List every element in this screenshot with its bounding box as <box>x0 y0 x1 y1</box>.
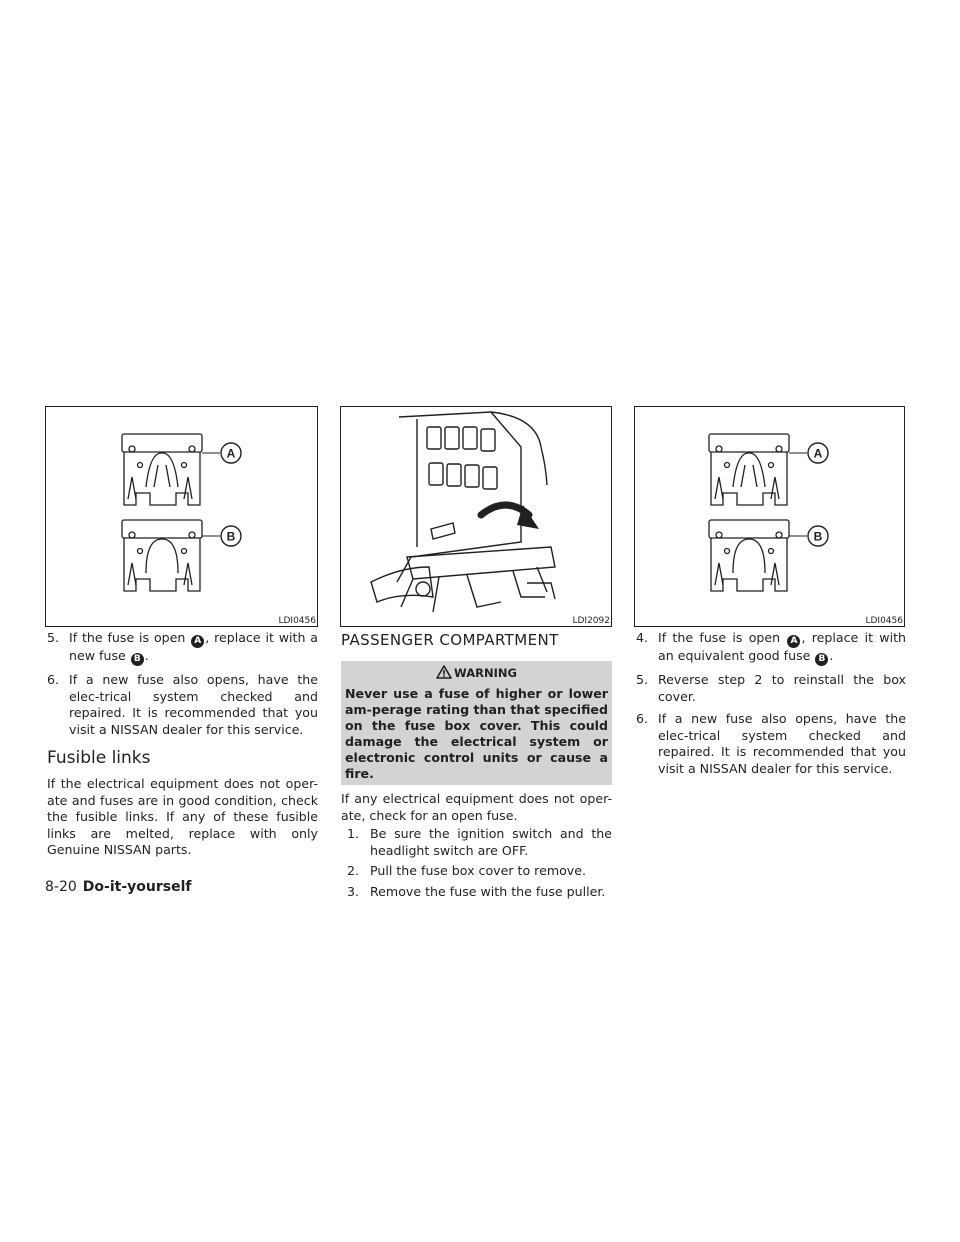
item-text: , replace it with an equivalent good fuse <box>658 630 907 663</box>
item-text: If a new fuse also opens, have the elec-trical system checked and repaired. It is recommended that you visit a NISSAN dealer for this service. <box>69 672 318 737</box>
paragraph: If any electrical equipment does not oper-ate, check for an open fuse. <box>341 791 612 823</box>
list-number: 4. <box>636 630 649 645</box>
callout-a-label: A <box>226 446 236 461</box>
callout-b-label: B <box>226 529 236 544</box>
page-number: 8-20 <box>45 879 77 895</box>
list-number: 3. <box>347 883 360 899</box>
list-item <box>347 863 612 880</box>
column-right <box>636 630 906 783</box>
warning-header <box>345 664 608 682</box>
section-title: PASSENGER COMPARTMENT <box>341 631 559 649</box>
item-text: Remove the fuse with the fuse puller. <box>370 883 606 899</box>
warning-icon <box>436 665 452 679</box>
item-text: , replace it with a new fuse <box>69 630 318 663</box>
warning-label: WARNING <box>454 666 517 680</box>
list-item <box>347 826 612 859</box>
warning-box <box>341 661 612 785</box>
fuse-box-cover-illustration <box>341 407 611 626</box>
list-number: 6. <box>47 672 60 687</box>
page-footer <box>45 878 191 896</box>
section-heading: Fusible links <box>47 748 151 768</box>
fuse-illustration <box>635 407 904 626</box>
fuse-good-illustration <box>122 520 202 591</box>
item-text: . <box>144 648 149 663</box>
column-left <box>47 630 318 859</box>
list-item <box>47 630 318 666</box>
figure-fuse-diagram-right <box>634 406 905 627</box>
item-text: If the fuse is open <box>69 630 186 645</box>
fuse-open-illustration <box>122 434 202 505</box>
figure-fuse-diagram-left <box>45 406 318 627</box>
figure-fuse-box-cover <box>340 406 612 627</box>
callout-a-icon: A <box>191 635 204 648</box>
chapter-title: Do-it-yourself <box>82 879 192 895</box>
callout-b-icon: B <box>815 653 828 666</box>
list-number: 6. <box>636 711 649 726</box>
item-text: Pull the fuse box cover to remove. <box>370 863 587 878</box>
list-item <box>636 711 906 777</box>
item-text: . <box>829 648 834 663</box>
warning-text: Never use a fuse of higher or lower am-perage rating than that specified on the fuse box cover. This could damage the electrical system or electronic control units or cause a fire. <box>345 686 608 781</box>
callout-a-icon: A <box>787 635 800 648</box>
list-number: 5. <box>47 630 60 645</box>
callout-b-label: B <box>813 529 823 544</box>
figure-code: LDI2092 <box>572 616 610 626</box>
list-number: 5. <box>636 672 649 687</box>
list-item <box>636 630 906 666</box>
figure-code: LDI0456 <box>865 616 903 626</box>
fuse-illustration <box>46 407 317 626</box>
item-text: Reverse step 2 to reinstall the box cover. <box>658 672 906 704</box>
figure-code: LDI0456 <box>278 616 316 626</box>
paragraph: If the electrical equipment does not oper-ate and fuses are in good condition, check the fusible links. If any of these fusible links are melted, replace with only Genuine NISSAN parts. <box>47 776 318 857</box>
list-item <box>47 672 318 738</box>
column-middle <box>341 630 612 904</box>
list-number: 2. <box>347 863 360 878</box>
callout-b-icon: B <box>131 653 144 666</box>
list-number: 1. <box>347 826 360 841</box>
item-text: If the fuse is open <box>658 630 781 645</box>
callout-a-label: A <box>813 446 823 461</box>
list-item <box>636 672 906 705</box>
item-text: Be sure the ignition switch and the headlight switch are OFF. <box>370 826 612 858</box>
item-text: If a new fuse also opens, have the elec-trical system checked and repaired. It is recommended that you visit a NISSAN dealer for this service. <box>658 711 906 776</box>
list-item <box>347 884 612 901</box>
